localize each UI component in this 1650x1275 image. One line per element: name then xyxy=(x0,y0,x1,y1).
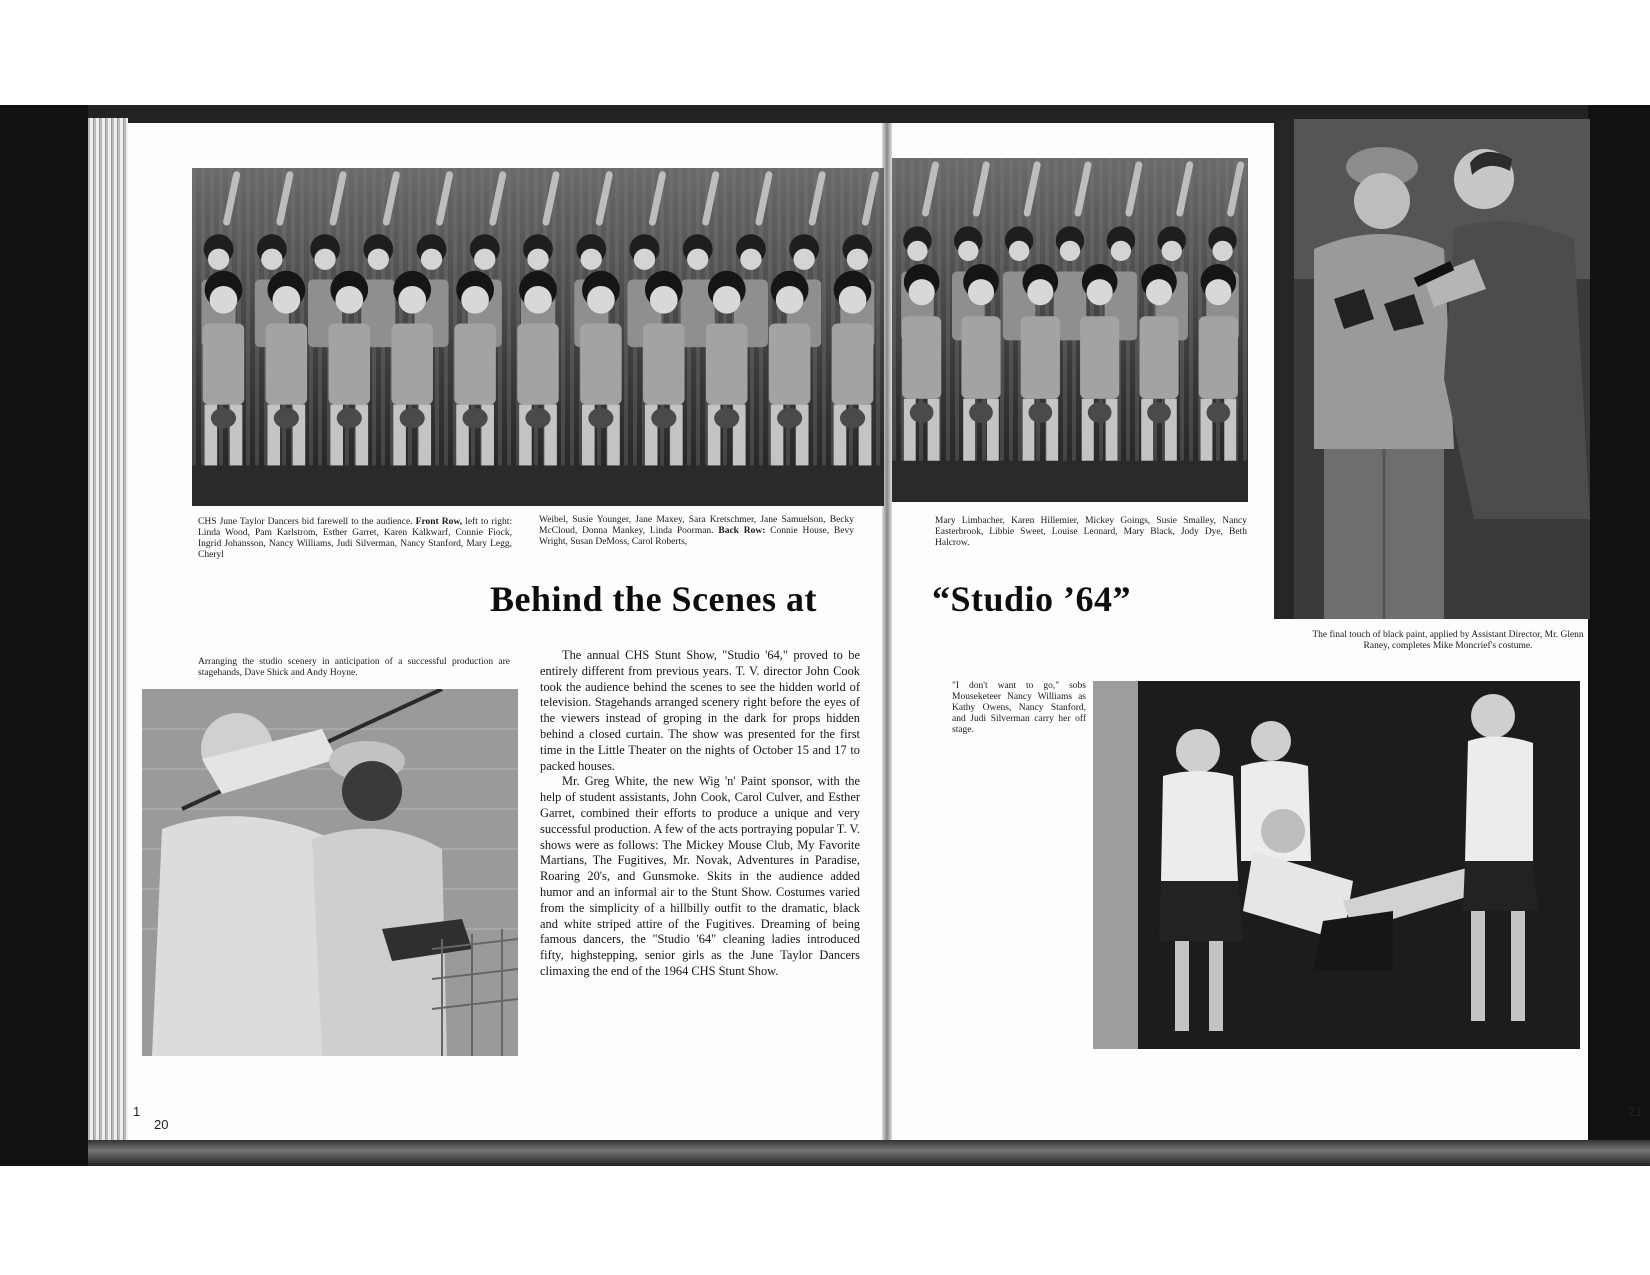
caption-dancers-part2-lead: Weibel, Susie Younger, Jane Maxey, Sara Kretschmer, Jane Samuelson, Becky McCloud, Donna Mankey, Linda Poorman. xyxy=(539,515,854,536)
photo-stagehands xyxy=(142,689,518,1056)
dancer-figure xyxy=(329,271,371,466)
article-body xyxy=(540,648,860,980)
photo-dancers-right xyxy=(892,158,1248,502)
page-number-left: 20 xyxy=(154,1117,169,1132)
caption-dancers-part2 xyxy=(539,515,854,548)
scan-right-edge xyxy=(1588,105,1650,1166)
caption-back-row-label: Back Row: xyxy=(718,526,766,536)
caption-dancers-part1-rest: left to right: Linda Wood, Pam Karlstrom, Esther Garret, Karen Kalkwarf, Connie Fiock, Ingrid Johansson, Nancy Williams, Judi Silverman, Nancy Stanford, Mary Legg, Cheryl xyxy=(198,517,513,560)
article-paragraph-1: The annual CHS Stunt Show, "Studio '64," proved to be entirely different from previous years. T. V. director John Cook took the audience behind the scenes to see the hidden world of television. Stagehands arranged scenery right before the eyes of the viewers instead of groping in the dark for props hidden behind a closed curtain. The show was presented for the first time in the Little Theater on the nights of October 15 and 17 to packed houses. xyxy=(540,648,860,773)
photo-mouseketeers xyxy=(1093,681,1580,1049)
caption-mouseketeers: "I don't want to go," sobs Mouseketeer Nancy Williams as Kathy Owens, Nancy Stanford, and Judi Silverman carry her off stage. xyxy=(952,681,1086,735)
dancer-figure xyxy=(454,271,496,466)
caption-dancers-part3: Mary Limbacher, Karen Hillemier, Mickey Goings, Susie Smalley, Nancy Easterbrook, Libbie Sweet, Louise Leonard, Mary Black, Jody Dye, Beth Halcrow. xyxy=(935,516,1247,548)
caption-stagehands: Arranging the studio scenery in anticipation of a successful production are stagehands, Dave Shick and Andy Hoyne. xyxy=(198,657,510,678)
scan-bottom-edge xyxy=(88,1140,1650,1166)
article-paragraph-2: Mr. Greg White, the new Wig 'n' Paint sponsor, with the help of student assistants, John Cook, Carol Culver, and Esther Garret, combined their efforts to produce a unique and very successful production. A few of the acts portraying popular T. V. shows were as follows: The Mickey Mouse Club, My Favorite Martians, The Fugitives, Mr. Novak, Adventures in Paradise, Roaring 20's, and Gunsmoke. Skits in the audience added humor and an informal air to the Stunt Show. Costumes varied from the simplicity of a hillbilly outfit to the dramatic, black and white striped attire of the Fugitives. Dreaming of being famous dancers, the "Studio '64" cleaning ladies introduced fifty, highstepping, senior girls as the June Taylor Dancers climaxing the end of the 1964 CHS Stunt Show. xyxy=(540,774,860,978)
caption-dancers-part2-rest: Connie House, Bevy Wright, Susan DeMoss, Carol Roberts, xyxy=(539,526,854,547)
page-edge-mark: 1 xyxy=(133,1104,141,1119)
caption-front-row-label: Front Row, xyxy=(415,517,463,527)
costume-painting-image xyxy=(1274,119,1590,619)
stagehands-image xyxy=(142,689,518,1056)
dancer-figure xyxy=(203,271,245,466)
photo-costume-painting xyxy=(1274,119,1590,619)
dancers-left-image xyxy=(192,168,884,506)
dancer-figure xyxy=(391,271,433,466)
scan-left-edge xyxy=(0,105,88,1166)
photo-dancers-left xyxy=(192,168,884,506)
caption-dancers-part1-lead: CHS June Taylor Dancers bid farewell to the audience. xyxy=(198,517,413,527)
mouseketeers-image xyxy=(1093,681,1580,1049)
caption-dancers-part1 xyxy=(198,517,512,561)
caption-costume-painting: The final touch of black paint, applied by Assistant Director, Mr. Glenn Raney, completes Mike Moncrief's costume. xyxy=(1312,630,1584,651)
dancers-right-image xyxy=(892,158,1248,502)
book-binding xyxy=(88,118,128,1148)
page-number-right: 21 xyxy=(1628,1104,1643,1119)
headline-left: Behind the Scenes at xyxy=(490,579,818,619)
dancer-figure xyxy=(266,271,308,466)
headline-right: “Studio ’64” xyxy=(932,579,1132,619)
